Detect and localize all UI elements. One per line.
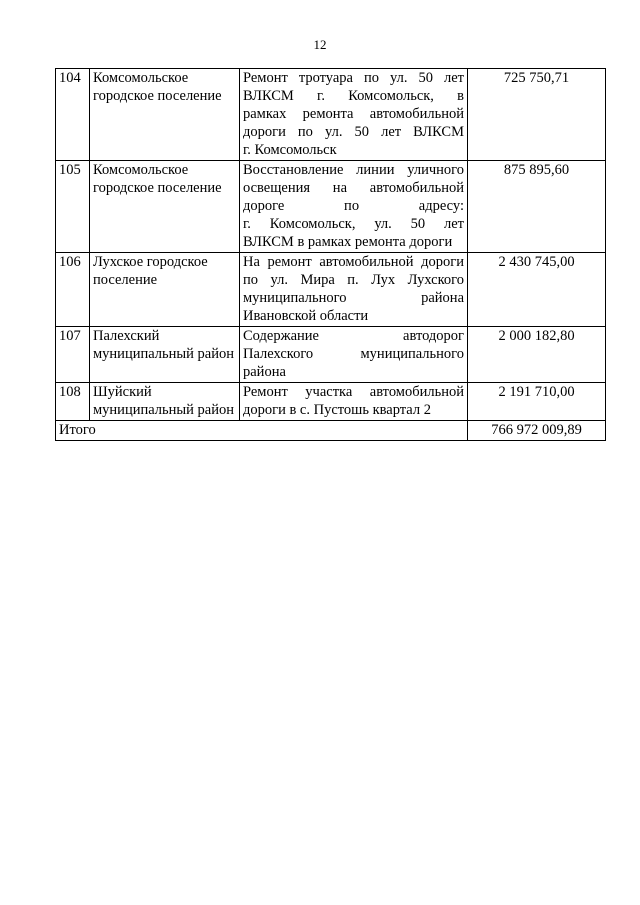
description-line: ВЛКСМ г. Комсомольск, в — [243, 88, 464, 104]
municipality-name: Палехский муниципальный район — [90, 327, 240, 383]
table-row — [56, 69, 606, 161]
work-description — [240, 69, 468, 161]
description-line: Ивановской области — [243, 308, 369, 324]
description-line: Ремонт тротуара по ул. 50 лет — [243, 70, 464, 86]
table-row — [56, 383, 606, 421]
row-number: 104 — [56, 69, 90, 161]
amount: 875 895,60 — [468, 161, 606, 253]
total-label: Итого — [56, 421, 468, 441]
description-line: района — [243, 364, 286, 380]
description-line: Палехского муниципального — [243, 346, 464, 362]
municipality-name: Комсомольское городское поселение — [90, 69, 240, 161]
allocation-table — [55, 68, 606, 441]
amount: 2 430 745,00 — [468, 253, 606, 327]
description-line: г. Комсомольск — [243, 142, 337, 158]
description-line: Содержание автодорог — [243, 328, 464, 344]
description-line: Ремонт участка автомобильной — [243, 384, 464, 400]
amount: 725 750,71 — [468, 69, 606, 161]
work-description — [240, 327, 468, 383]
municipality-name: Лухское городское поселение — [90, 253, 240, 327]
page-number: 12 — [313, 37, 327, 52]
work-description — [240, 383, 468, 421]
table-row — [56, 161, 606, 253]
row-number: 106 — [56, 253, 90, 327]
description-line: по ул. Мира п. Лух Лухского — [243, 272, 464, 288]
work-description — [240, 253, 468, 327]
description-line: освещения на автомобильной — [243, 180, 464, 196]
table-row — [56, 327, 606, 383]
description-line: муниципального района — [243, 290, 464, 306]
row-number: 105 — [56, 161, 90, 253]
description-line: дороги в с. Пустошь квартал 2 — [243, 402, 431, 418]
description-line: Восстановление линии уличного — [243, 162, 464, 178]
total-amount: 766 972 009,89 — [468, 421, 606, 441]
description-line: На ремонт автомобильной дороги — [243, 254, 464, 270]
table-row — [56, 253, 606, 327]
work-description — [240, 161, 468, 253]
description-line: ВЛКСМ в рамках ремонта дороги — [243, 234, 453, 250]
description-line: рамках ремонта автомобильной — [243, 106, 464, 122]
municipality-name: Комсомольское городское поселение — [90, 161, 240, 253]
municipality-name: Шуйский муниципальный район — [90, 383, 240, 421]
amount: 2 000 182,80 — [468, 327, 606, 383]
total-row — [56, 421, 606, 441]
description-line: дороге по адресу: — [243, 198, 464, 214]
row-number: 107 — [56, 327, 90, 383]
amount: 2 191 710,00 — [468, 383, 606, 421]
description-line: г. Комсомольск, ул. 50 лет — [243, 216, 464, 232]
row-number: 108 — [56, 383, 90, 421]
description-line: дороги по ул. 50 лет ВЛКСМ — [243, 124, 464, 140]
